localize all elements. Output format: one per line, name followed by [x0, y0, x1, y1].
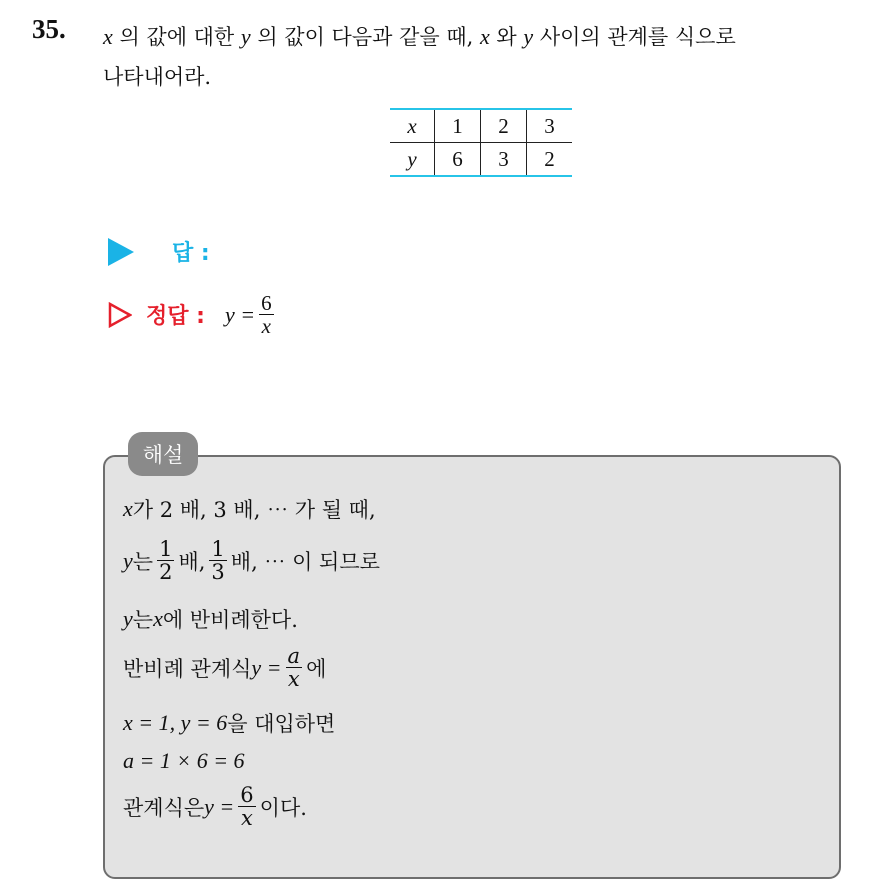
var-y: y [123, 606, 133, 631]
correct-answer-row [108, 292, 278, 337]
table-cell: 2 [527, 143, 573, 177]
explanation-tag: 해설 [128, 432, 198, 476]
row-label-x: x [390, 109, 435, 143]
question-line-1 [103, 16, 873, 56]
explanation-line-7 [123, 784, 307, 829]
numerator: a [287, 644, 301, 668]
explanation-text: 에 반비례한다. [162, 608, 298, 632]
denominator: 2 [159, 560, 173, 584]
explanation-line-5 [123, 708, 335, 738]
denominator: x [261, 314, 271, 338]
fraction [286, 645, 303, 690]
question-fragment: 의 값이 다음과 같을 때, [250, 25, 480, 49]
explanation-line-4 [123, 645, 326, 690]
explanation-text: 는 [132, 608, 154, 632]
var-x: x [479, 24, 490, 49]
question-text [103, 16, 873, 96]
explanation-text: 배, ⋯ 이 되므로 [230, 549, 380, 574]
fraction [259, 292, 274, 337]
table-cell: 6 [435, 143, 481, 177]
answer-row [108, 236, 210, 267]
question-number: 35. [32, 14, 66, 44]
table-row [390, 143, 572, 177]
explanation-text: 에 [306, 656, 327, 681]
var-x: x [153, 606, 163, 631]
denominator: 3 [211, 560, 225, 584]
var-x: x [123, 496, 133, 521]
value-table [390, 108, 572, 177]
explanation-line-1 [123, 494, 376, 524]
explanation-text: 관계식은 [123, 795, 205, 820]
var-y: y [123, 547, 133, 573]
explanation-text: 반비례 관계식 [123, 656, 252, 681]
outline-triangle-icon [108, 302, 132, 328]
explanation-text: 이다. [259, 795, 307, 820]
question-fragment: 의 값에 대한 [112, 25, 241, 49]
var-y: y [523, 24, 534, 49]
correct-answer-label: 정답 : [146, 304, 205, 329]
formula-lhs: y = [224, 301, 256, 327]
correct-answer-formula [225, 292, 278, 337]
fraction-half [157, 538, 174, 583]
fraction-third [209, 538, 226, 583]
explanation-text: 배, [178, 549, 206, 574]
explanation-line-2 [123, 538, 380, 583]
row-label-y: y [390, 143, 435, 177]
numerator: 1 [211, 537, 225, 561]
question-fragment: 와 [489, 25, 524, 49]
formula-lhs: y = [251, 654, 282, 680]
explanation-line-3 [123, 604, 298, 634]
table-cell: 2 [481, 109, 527, 143]
var-y: y [240, 24, 251, 49]
numerator: 1 [159, 537, 173, 561]
var-x: x [103, 24, 113, 49]
denominator: x [287, 667, 300, 691]
answer-label: 답 : [172, 241, 210, 266]
table-cell: 1 [435, 109, 481, 143]
question-line-2: 나타내어라. [103, 65, 212, 89]
constant-calculation: a = 1 × 6 = 6 [123, 748, 245, 773]
table-cell: 3 [527, 109, 573, 143]
numerator: 6 [240, 783, 254, 807]
explanation-text: 는 [132, 549, 154, 574]
fraction [238, 784, 255, 829]
play-triangle-icon [108, 238, 134, 266]
explanation-line-6 [123, 748, 245, 774]
formula-lhs: y = [204, 793, 235, 819]
table-row [390, 109, 572, 143]
explanation-text: 가 2 배, 3 배, ⋯ 가 될 때, [132, 498, 376, 522]
substitution-math: x = 1, y = 6 [123, 710, 228, 735]
explanation-text: 을 대입하면 [227, 712, 336, 736]
table-cell: 3 [481, 143, 527, 177]
question-fragment: 사이의 관계를 식으로 [533, 25, 736, 49]
denominator: x [241, 806, 253, 830]
numerator: 6 [261, 291, 272, 315]
